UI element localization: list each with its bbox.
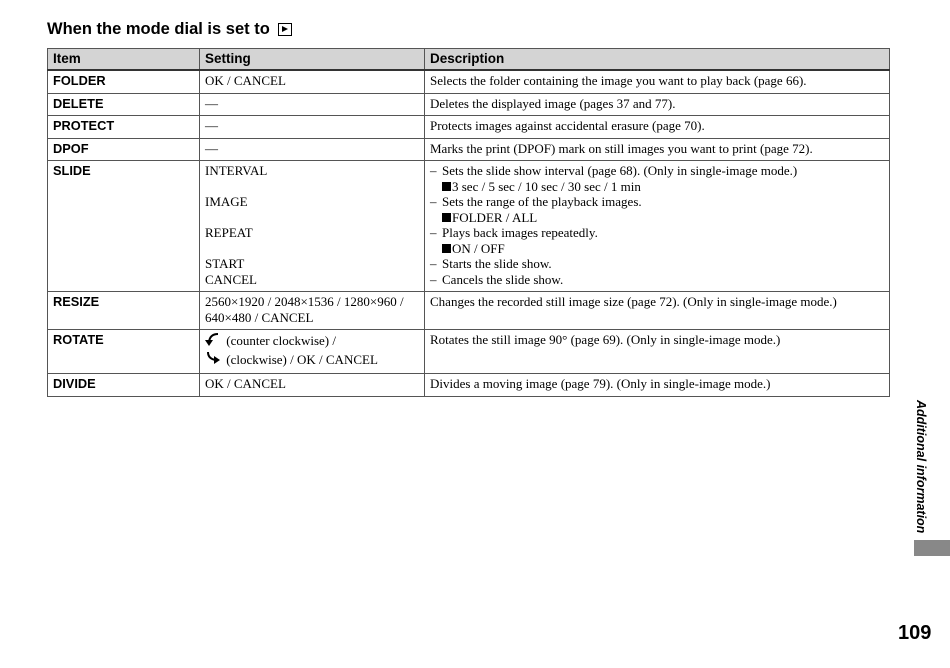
- table-row-rotate: [48, 330, 890, 374]
- setting-line: 2560×1920 / 2048×1536 / 1280×960 /: [205, 294, 404, 309]
- dash: –: [430, 271, 437, 287]
- setting-cell: —: [200, 93, 425, 116]
- desc-start: Starts the slide show.: [442, 256, 552, 271]
- description-cell: Changes the recorded still image size (page 72). (Only in single-image mode.): [425, 292, 890, 330]
- column-header-setting: Setting: [200, 49, 425, 71]
- setting-cell: [200, 330, 425, 374]
- setting-cell: OK / CANCEL: [200, 374, 425, 397]
- setting-line: (clockwise) / OK / CANCEL: [223, 351, 378, 367]
- dash: –: [430, 256, 437, 271]
- setting-start: START: [205, 256, 245, 271]
- page-number: 109: [898, 622, 932, 644]
- setting-cancel: CANCEL: [205, 271, 257, 287]
- side-section-tab: [914, 540, 950, 556]
- description-cell: [425, 161, 890, 292]
- table-row-slide: [48, 161, 890, 292]
- square-bullet-icon: [442, 244, 451, 253]
- setting-repeat: REPEAT: [205, 225, 253, 240]
- dash: –: [430, 163, 437, 178]
- description-cell: Selects the folder containing the image you want to play back (page 66).: [425, 70, 890, 93]
- description-cell: Deletes the displayed image (pages 37 and 77).: [425, 93, 890, 116]
- column-header-description: Description: [425, 49, 890, 71]
- item-cell: FOLDER: [48, 70, 200, 93]
- rotate-counterclockwise-icon: [205, 332, 223, 351]
- setting-line: 640×480 / CANCEL: [205, 309, 314, 325]
- playback-icon: [278, 23, 292, 36]
- description-cell: Marks the print (DPOF) mark on still images you want to print (page 72).: [425, 138, 890, 161]
- side-section-label-text: Additional information: [914, 400, 928, 534]
- desc-interval-options: 3 sec / 5 sec / 10 sec / 30 sec / 1 min: [452, 178, 641, 194]
- table-row-folder: [48, 70, 890, 93]
- desc-repeat: Plays back images repeatedly.: [442, 225, 598, 240]
- side-section-label: [913, 400, 929, 535]
- desc-image-options: FOLDER / ALL: [452, 209, 538, 225]
- column-header-item: Item: [48, 49, 200, 71]
- table-row-dpof: [48, 138, 890, 161]
- description-cell: Protects images against accidental erasure (page 70).: [425, 116, 890, 139]
- square-bullet-icon: [442, 182, 451, 191]
- dash: –: [430, 225, 437, 240]
- desc-image: Sets the range of the playback images.: [442, 194, 642, 209]
- item-cell: DPOF: [48, 138, 200, 161]
- item-cell: DIVIDE: [48, 374, 200, 397]
- desc-interval: Sets the slide show interval (page 68). (Only in single-image mode.): [442, 163, 798, 178]
- table-header-row: [48, 49, 890, 71]
- table-row-protect: [48, 116, 890, 139]
- item-cell: RESIZE: [48, 292, 200, 330]
- item-cell: PROTECT: [48, 116, 200, 139]
- desc-repeat-options: ON / OFF: [452, 240, 505, 256]
- setting-interval: INTERVAL: [205, 163, 268, 178]
- square-bullet-icon: [442, 213, 451, 222]
- setting-cell: —: [200, 138, 425, 161]
- setting-image: IMAGE: [205, 194, 248, 209]
- playback-menu-table: [47, 48, 890, 397]
- section-heading: [47, 20, 292, 39]
- table-row-delete: [48, 93, 890, 116]
- setting-cell: —: [200, 116, 425, 139]
- setting-line: (counter clockwise) /: [223, 333, 336, 348]
- rotate-clockwise-icon: [205, 351, 223, 370]
- dash: –: [430, 194, 437, 209]
- section-heading-text: When the mode dial is set to: [47, 20, 270, 38]
- item-cell: DELETE: [48, 93, 200, 116]
- table-row-resize: [48, 292, 890, 330]
- description-cell: Divides a moving image (page 79). (Only in single-image mode.): [425, 374, 890, 397]
- desc-cancel: Cancels the slide show.: [442, 271, 564, 287]
- setting-cell: OK / CANCEL: [200, 70, 425, 93]
- setting-cell: [200, 161, 425, 292]
- table-row-divide: [48, 374, 890, 397]
- item-cell: ROTATE: [48, 330, 200, 374]
- description-cell: Rotates the still image 90° (page 69). (Only in single-image mode.): [425, 330, 890, 374]
- setting-cell: [200, 292, 425, 330]
- item-cell: SLIDE: [48, 161, 200, 292]
